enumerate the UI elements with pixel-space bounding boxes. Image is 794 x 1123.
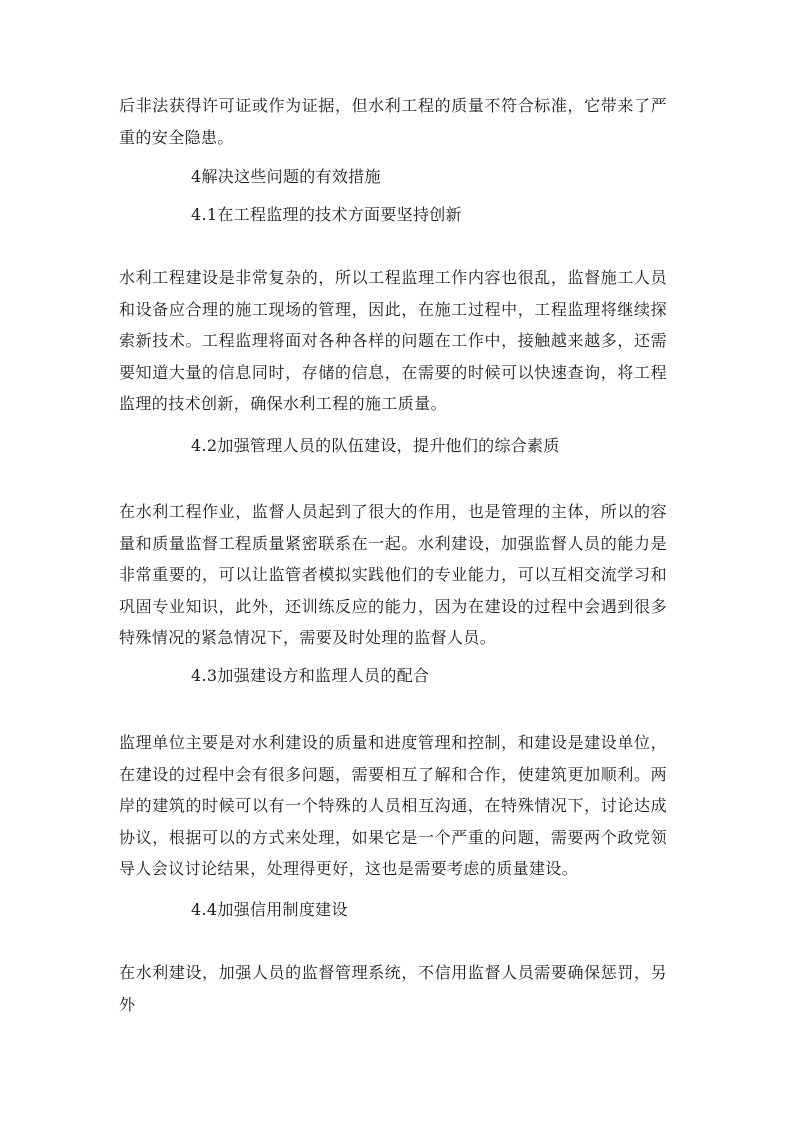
subsection-heading-4-2: 4.2加强管理人员的队伍建设，提升他们的综合素质 [191, 436, 560, 455]
paragraph-4-3: 监理单位主要是对水利建设的质量和进度管理和控制，和建设是建设单位，在建设的过程中会有很多问题，需要相互了解和合作，使建筑更加顺利。两岸的建筑的时候可以有一个特殊的人员相互沟通，在特殊情况下，讨论达成协议，根据可以的方式来处理，如果它是一个严重的问题，需要两个政党领导人会议讨论结果，处理得更好，这也是需要考虑的质量建设。 [119, 733, 667, 879]
paragraph-4-1: 水利工程建设是非常复杂的，所以工程监理工作内容也很乱，监督施工人员和设备应合理的施工现场的管理，因此，在施工过程中，工程监理将继续探索新技术。工程监理将面对各种各样的问题在工作中，接触越来越多，还需要知道大量的信息同时，存储的信息，在需要的时候可以快速查询，将工程监理的技术创新，确保水利工程的施工质量。 [119, 268, 667, 414]
section-heading-4: 4解决这些问题的有效措施 [191, 167, 381, 186]
paragraph-4-2: 在水利工程作业，监督人员起到了很大的作用，也是管理的主体，所以的容量和质量监督工程质量紧密联系在一起。水利建设，加强监督人员的能力是非常重要的，可以让监管者模拟实践他们的专业能力，可以互相交流学习和巩固专业知识，此外，还训练反应的能力，因为在建设的过程中会遇到很多特殊情况的紧急情况下，需要及时处理的监督人员。 [119, 502, 667, 648]
subsection-heading-4-3: 4.3加强建设方和监理人员的配合 [191, 666, 430, 685]
paragraph-4-4: 在水利建设，加强人员的监督管理系统，不信用监督人员需要确保惩罚，另外 [119, 963, 667, 1014]
subsection-heading-4-4: 4.4加强信用制度建设 [191, 900, 348, 919]
subsection-heading-4-1: 4.1在工程监理的技术方面要坚持创新 [191, 205, 462, 224]
paragraph-intro-continuation: 后非法获得许可证或作为证据，但水利工程的质量不符合标准，它带来了严重的安全隐患。 [119, 96, 667, 147]
